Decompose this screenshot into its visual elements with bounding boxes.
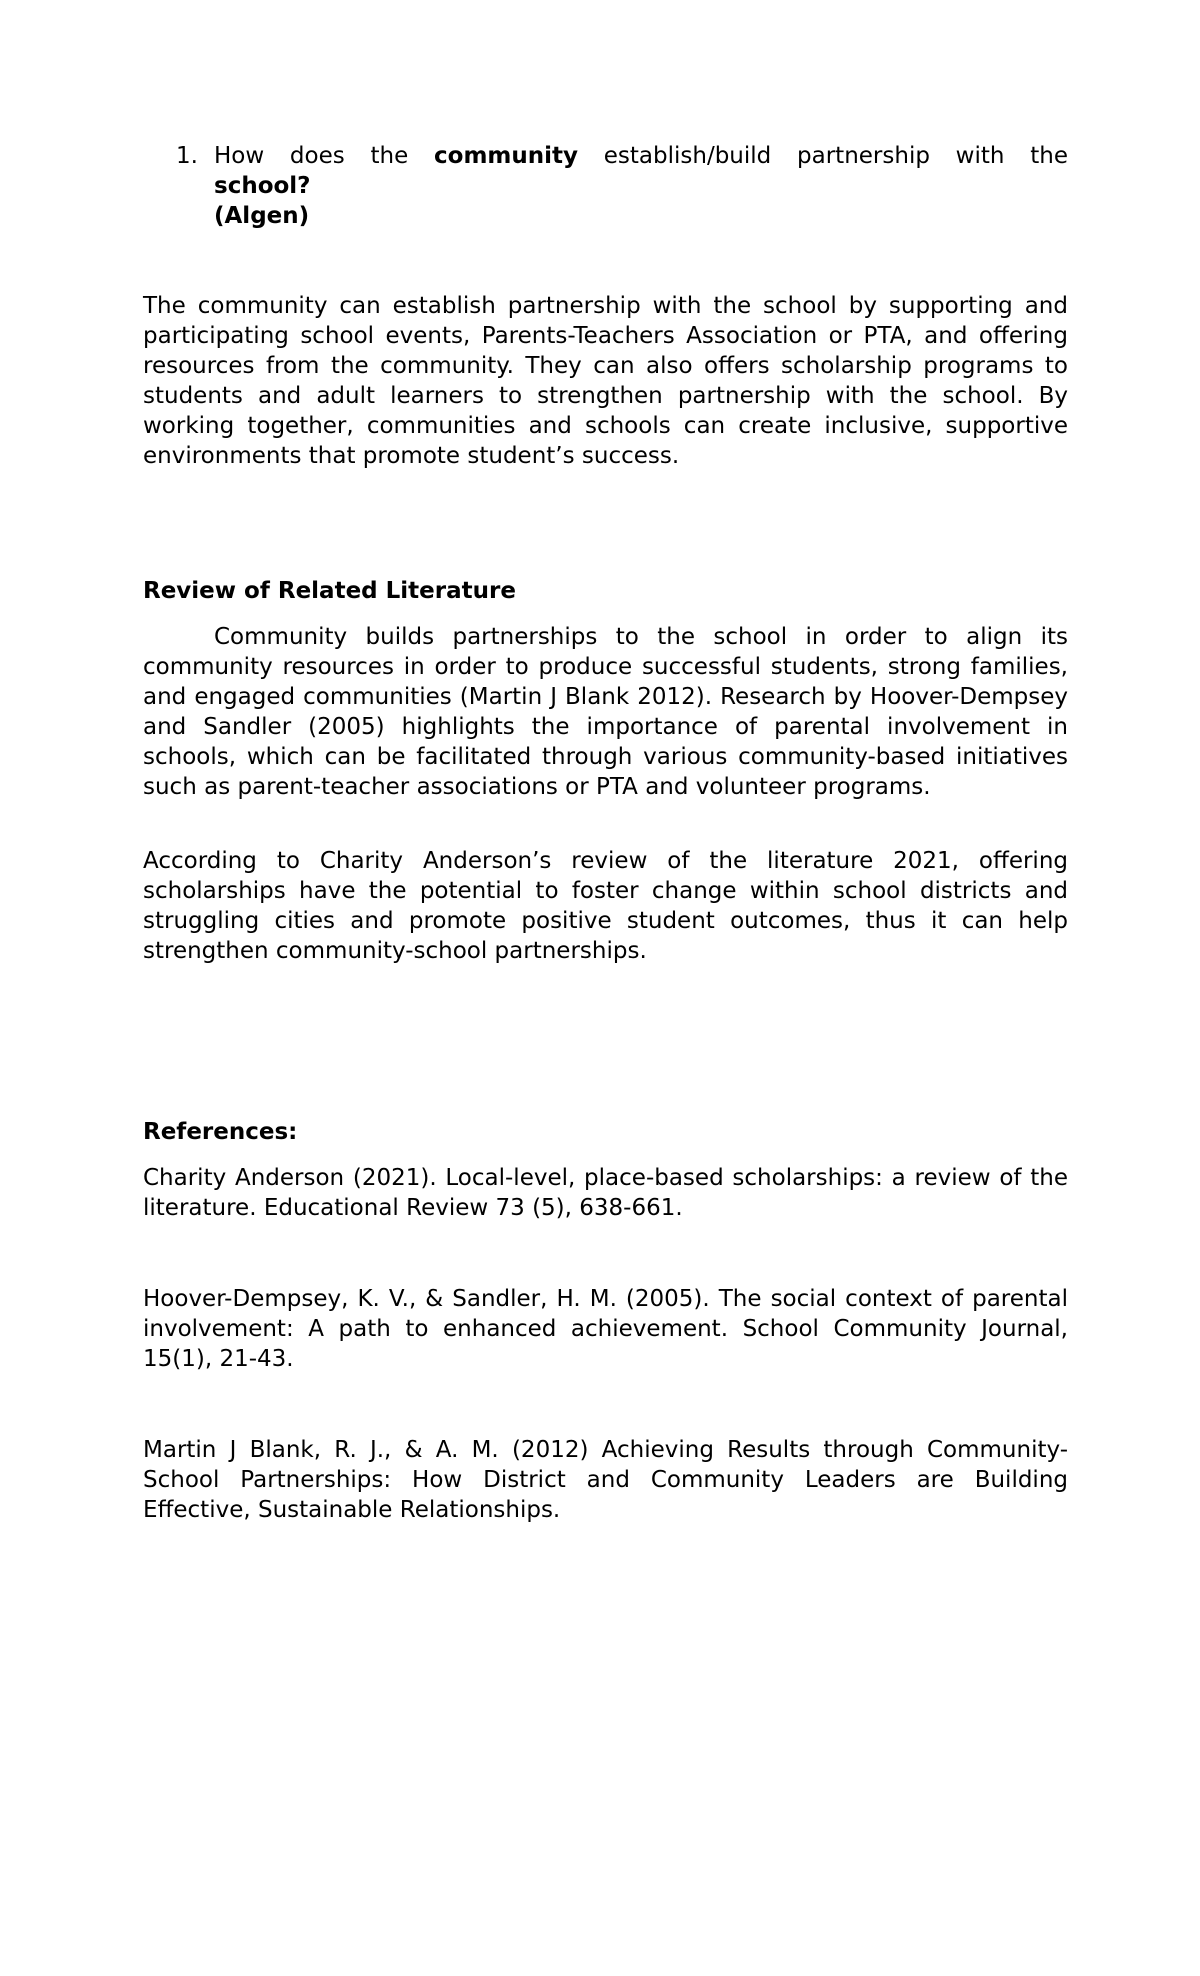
reference-item: Martin J Blank, R. J., & A. M. (2012) Achieving Results through Community-School Partnerships: How District and Community Leaders are Building Effective, Sustainable Relationships.	[143, 1437, 1068, 1523]
question-line-2: school?	[214, 173, 311, 199]
question-author: (Algen)	[214, 203, 310, 229]
references-heading: References:	[143, 1119, 298, 1145]
answer-paragraph: The community can establish partnership with the school by supporting and participating school events, Parents-Teachers Association or PTA, and offering resources from the community. They can also offers scholarship programs to students and adult learners to strengthen partnership with the school. By working together, communities and schools can create inclusive, supportive environments that promote student’s success.	[143, 293, 1068, 469]
question-line-1	[214, 141, 1068, 171]
reference-item: Hoover-Dempsey, K. V., & Sandler, H. M. (2005). The social context of parental involvement: A path to enhanced achievement. School Community Journal, 15(1), 21-43.	[143, 1286, 1068, 1372]
question-text-after: establish/build partnership with the	[578, 143, 1068, 169]
question-item	[143, 141, 1068, 231]
review-heading: Review of Related Literature	[143, 578, 516, 604]
review-paragraph-2: According to Charity Anderson’s review of the literature 2021, offering scholarships have the potential to foster change within school districts and struggling cities and promote positive student outcomes, thus it can help strengthen community-school partnerships.	[143, 848, 1068, 964]
review-paragraph-1: Community builds partnerships to the school in order to align its community resources in order to produce successful students, strong families, and engaged communities (Martin J Blank 2012). Research by Hoover-Dempsey and Sandler (2005) highlights the importance of parental involvement in schools, which can be facilitated through various community-based initiatives such as parent-teacher associations or PTA and volunteer programs.	[143, 624, 1068, 800]
reference-item: Charity Anderson (2021). Local-level, place-based scholarships: a review of the literature. Educational Review 73 (5), 638-661.	[143, 1165, 1068, 1221]
question-text-before: How does the	[214, 143, 435, 169]
question-text	[214, 141, 1068, 231]
question-bold-word: community	[434, 143, 579, 169]
question-number: 1.	[176, 143, 198, 169]
